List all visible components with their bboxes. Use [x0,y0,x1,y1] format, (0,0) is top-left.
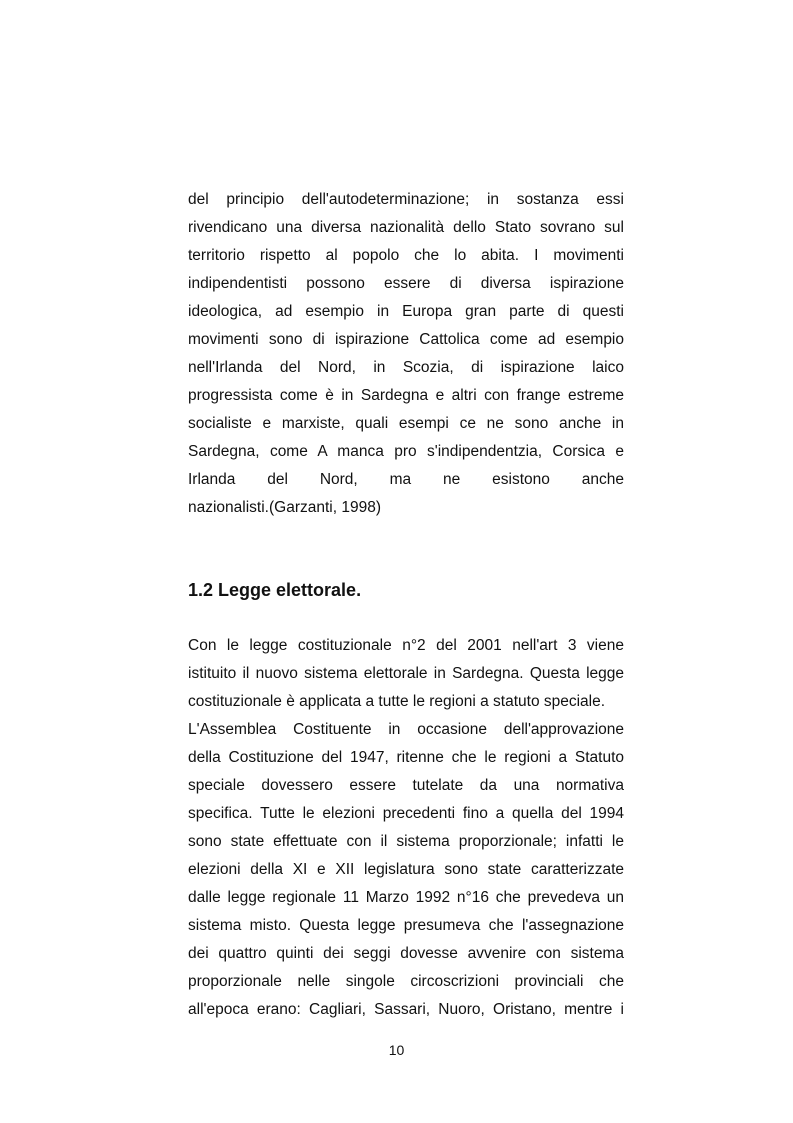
text-line: proporzionale nelle singole circoscrizioni provinciali che [188,973,624,990]
text-line: sono state effettuate con il sistema proporzionale; infatti le [188,833,624,850]
text-line: istituito il nuovo sistema elettorale in Sardegna. Questa legge [188,665,624,682]
text-line: nazionalisti.(Garzanti, 1998) [188,499,381,516]
text-line: territorio rispetto al popolo che lo abita. I movimenti [188,247,624,264]
text-line: Con le legge costituzionale n°2 del 2001 nell'art 3 viene [188,637,624,654]
text-line: della Costituzione del 1947, ritenne che le regioni a Statuto [188,749,624,766]
text-line: progressista come è in Sardegna e altri con frange estreme [188,387,624,404]
text-line: rivendicano una diversa nazionalità dello Stato sovrano sul [188,219,624,236]
text-line: movimenti sono di ispirazione Cattolica come ad esempio [188,331,624,348]
text-line: del principio dell'autodeterminazione; in sostanza essi [188,191,624,208]
page-number: 10 [388,1042,405,1058]
text-line: Irlanda del Nord, ma ne esistono anche [188,471,624,488]
text-line: dei quattro quinti dei seggi dovesse avvenire con sistema [188,945,624,962]
body-paragraph-2 [188,632,624,1024]
text-line: elezioni della XI e XII legislatura sono state caratterizzate [188,861,624,878]
text-line: L'Assemblea Costituente in occasione dell'approvazione [188,721,624,738]
text-line: all'epoca erano: Cagliari, Sassari, Nuoro, Oristano, mentre i [188,1001,624,1018]
text-line: speciale dovessero essere tutelate da una normativa [188,777,624,794]
body-paragraph-1 [188,186,624,522]
text-line: dalle legge regionale 11 Marzo 1992 n°16 che prevedeva un [188,889,624,906]
text-line: socialiste e marxiste, quali esempi ce ne sono anche in [188,415,624,432]
text-line: specifica. Tutte le elezioni precedenti fino a quella del 1994 [188,805,624,822]
text-line: costituzionale è applicata a tutte le regioni a statuto speciale. [188,693,606,710]
text-line: ideologica, ad esempio in Europa gran parte di questi [188,303,624,320]
text-line: indipendentisti possono essere di diversa ispirazione [188,275,624,292]
text-line: Sardegna, come A manca pro s'indipendentzia, Corsica e [188,443,624,460]
section-heading: 1.2 Legge elettorale. [188,580,362,600]
text-line: nell'Irlanda del Nord, in Scozia, di ispirazione laico [188,359,624,376]
text-line: sistema misto. Questa legge presumeva che l'assegnazione [188,917,624,934]
